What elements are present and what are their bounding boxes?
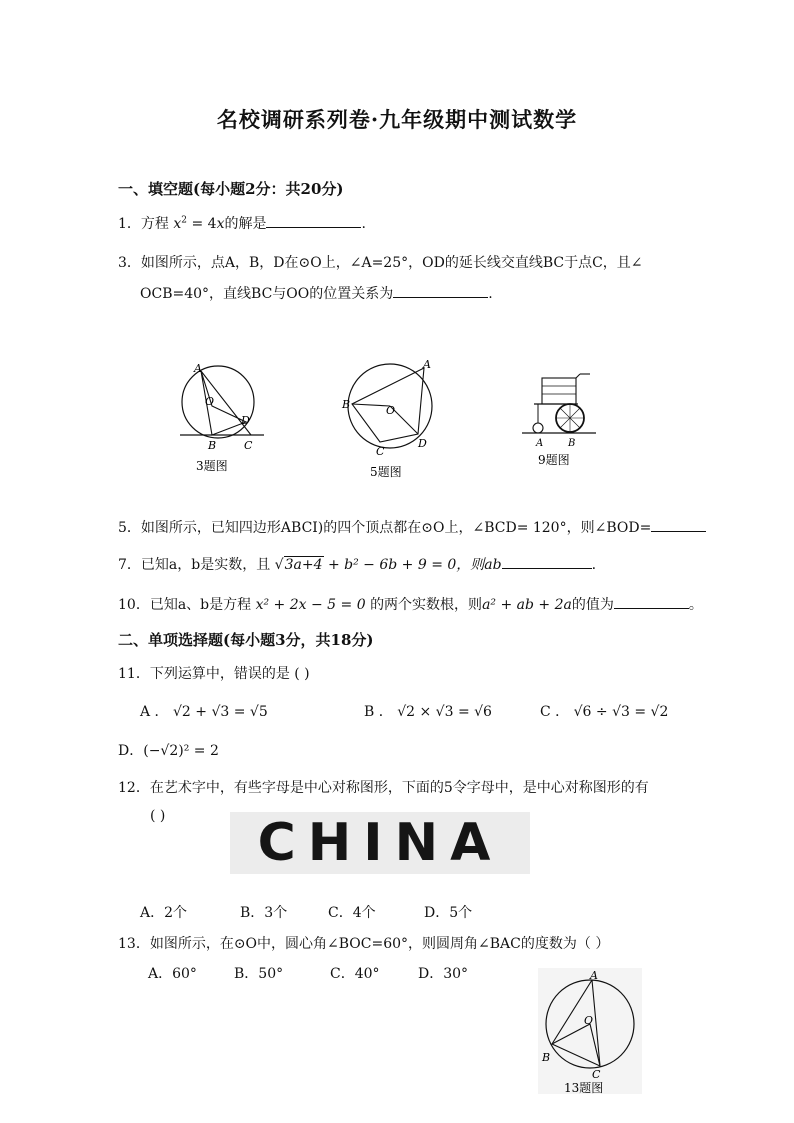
question-12: 12．在艺术字中，有些字母是中心对称图形，下面的5令字母中，是中心对称图形的有 [118,780,649,796]
figure-5 [338,356,448,481]
figure-3-caption: 3题图 [196,459,228,473]
label-b: B [208,439,217,452]
label-a: A [194,362,202,375]
question-10: 10．已知a、b是方程 x² + 2x − 5 = 0 的两个实数根，则a² + ab + 2a的值为 。 [118,594,703,614]
q12-option-b: B．3个 [240,905,288,921]
page-title: 名校调研系列卷·九年级期中测试数学 [216,107,578,132]
q11-option-d: D．(−√2)² = 2 [118,743,219,759]
q11-option-b: B ． √2 × √3 = √6 [364,704,492,720]
label-d: D [418,437,427,450]
china-art-letters: CHINA [257,813,503,873]
figure-9 [518,366,598,471]
q11-option-a: A ． √2 + √3 = √5 [140,704,268,720]
q12-option-a: A．2个 [140,905,188,921]
answer-blank [393,283,488,298]
question-3-line1: 3．如图所示，点A，B，D在⊙O上，∠A=25°，OD的延长线交直线BC于点C，且∠ [118,255,643,271]
label-c: C [376,445,385,458]
label-a: A [536,438,544,449]
label-a: A [590,969,598,982]
question-3-line2: OCB=40°，直线BC与OO的位置关系为 . [140,283,493,303]
answer-blank [651,517,706,532]
label-o: O [386,404,396,417]
answer-blank [502,554,592,569]
label-o: O [205,395,215,408]
q13-option-d: D．30° [418,966,469,982]
q12-option-d: D．5个 [424,905,473,921]
answer-blank [266,213,361,228]
label-c: C [592,1068,601,1081]
figure-9-caption: 9题图 [538,453,570,467]
figure-13 [532,966,644,1098]
label-o: O [584,1014,594,1027]
question-7: 7．已知a，b是实数，且 √3a+4 + b² − 6b + 9 = 0，则ab . [118,554,596,574]
label-d: D [241,414,250,427]
q13-option-b: B．50° [234,966,284,982]
q13-option-a: A．60° [148,966,197,982]
figure-13-caption: 13题图 [564,1081,604,1095]
label-c: C [244,439,253,452]
question-5: 5．如图所示，已知四边形ABCI)的四个顶点都在⊙O上，∠BCD= 120°，则∠BOD= [118,517,706,537]
china-art-panel [230,812,530,874]
figure-5-caption: 5题图 [370,465,402,479]
q11-option-c: C ． √6 ÷ √3 = √2 [540,704,669,720]
question-12-paren: ( ) [150,808,166,824]
label-b: B [568,438,576,449]
answer-blank [614,594,689,609]
figure-3 [176,358,266,478]
label-b: B [542,1051,551,1064]
label-a: A [423,358,431,371]
question-11: 11．下列运算中，错误的是 ( ) [118,666,310,682]
question-1: 1．方程 $x^2 = 4x$的解是 . [118,213,366,233]
question-13: 13．如图所示，在⊙O中，圆心角∠BOC=60°，则圆周角∠BAC的度数为（ ） [118,936,610,952]
q13-option-c: C．40° [330,966,380,982]
q12-option-c: C．4个 [328,905,376,921]
section-heading-single-choice: 二、单项选择题(每小题3分，共18分) [118,631,374,649]
section-heading-fill-in: 一、填空题(每小题2分：共20分) [118,180,344,198]
label-b: B [342,398,351,411]
